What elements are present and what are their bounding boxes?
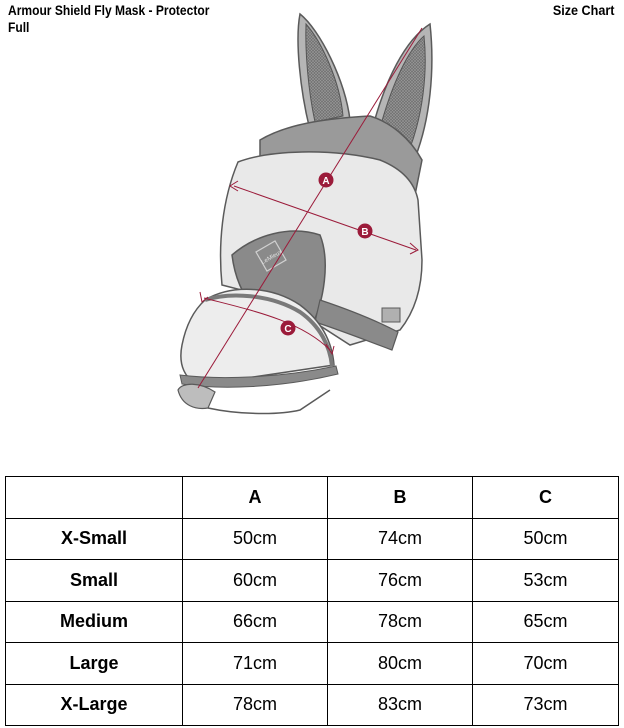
- size-label: Small: [6, 560, 183, 602]
- size-label: Large: [6, 643, 183, 685]
- size-label: Medium: [6, 601, 183, 643]
- measurement-b: 74cm: [328, 518, 473, 560]
- size-label: X-Small: [6, 518, 183, 560]
- measurement-c: 73cm: [473, 684, 619, 726]
- header-cell-b: B: [328, 477, 473, 519]
- measurement-c: 50cm: [473, 518, 619, 560]
- svg-text:A: A: [322, 176, 330, 187]
- header-cell-empty: [6, 477, 183, 519]
- header-cell-c: C: [473, 477, 619, 519]
- measurement-a: 78cm: [183, 684, 328, 726]
- measurement-a: 66cm: [183, 601, 328, 643]
- size-label: X-Large: [6, 684, 183, 726]
- velcro-tab: [382, 308, 400, 322]
- svg-text:B: B: [361, 227, 369, 238]
- table-row: [6, 518, 619, 560]
- measurement-b: 78cm: [328, 601, 473, 643]
- measurement-c: 70cm: [473, 643, 619, 685]
- size-chart-heading: Size Chart: [552, 2, 614, 18]
- table-row: [6, 601, 619, 643]
- measurement-b: 76cm: [328, 560, 473, 602]
- size-chart-table: [5, 476, 619, 726]
- table-header-row: [6, 477, 619, 519]
- left-ear: [298, 14, 350, 130]
- measurement-b: 83cm: [328, 684, 473, 726]
- measurement-c: 53cm: [473, 560, 619, 602]
- measurement-b: 80cm: [328, 643, 473, 685]
- measurement-a: 50cm: [183, 518, 328, 560]
- measurement-a: 71cm: [183, 643, 328, 685]
- mask-bottom: [208, 390, 330, 414]
- marker-b: [358, 224, 373, 239]
- svg-text:C: C: [284, 324, 292, 335]
- table-row: [6, 684, 619, 726]
- marker-c: [281, 321, 296, 336]
- marker-a: [319, 173, 334, 188]
- measurement-c: 65cm: [473, 601, 619, 643]
- header-cell-a: A: [183, 477, 328, 519]
- muzzle: [178, 384, 215, 408]
- fly-mask-illustration: [160, 10, 460, 430]
- measurement-a: 60cm: [183, 560, 328, 602]
- table-row: [6, 560, 619, 602]
- product-title: Armour Shield Fly Mask - Protector Full: [8, 2, 210, 35]
- svg-text:LeMieux: LeMieux: [260, 249, 284, 267]
- table-row: [6, 643, 619, 685]
